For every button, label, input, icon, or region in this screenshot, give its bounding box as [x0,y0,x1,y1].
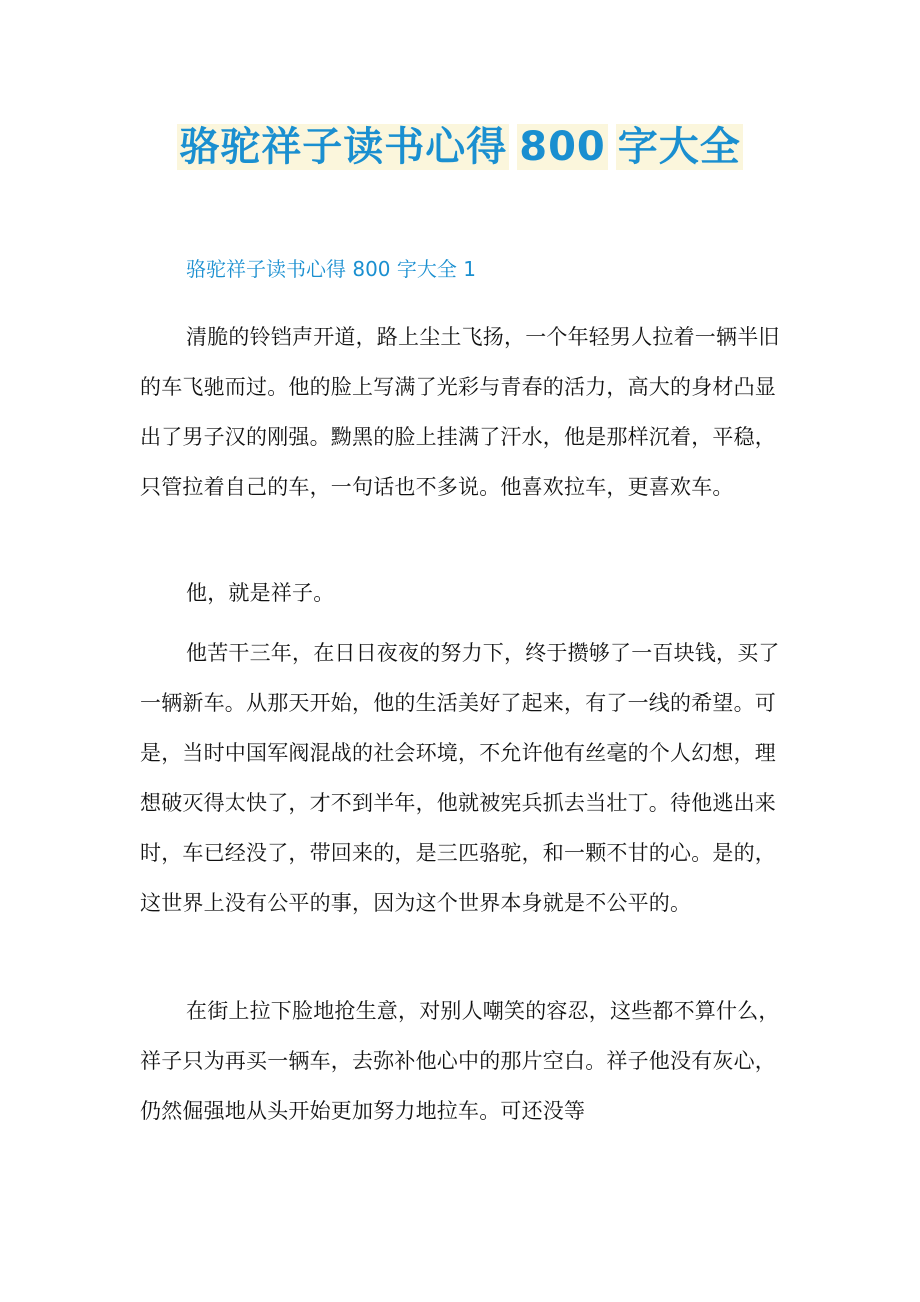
paragraph-4: 在街上拉下脸地抢生意，对别人嘲笑的容忍，这些都不算什么，祥子只为再买一辆车，去弥补他心中的那片空白。祥子他没有灰心，仍然倔强地从头开始更加努力地拉车。可还没等 [140,999,780,1123]
title-part-suffix: 字大全 [617,124,741,170]
title-part-number: 800 [519,124,606,170]
section-heading: 骆驼祥子读书心得 800 字大全 1 [186,257,476,281]
title-container [0,118,920,176]
page-title [177,118,743,176]
title-part-main: 骆驼祥子读书心得 [179,124,508,170]
paragraph-2: 他，就是祥子。 [186,581,335,605]
paragraph-3: 他苦干三年，在日日夜夜的努力下，终于攒够了一百块钱，买了一辆新车。从那天开始，他的生活美好了起来，有了一线的希望。可是，当时中国军阀混战的社会环境，不允许他有丝毫的个人幻想，理想破灭得太快了，才不到半年，他就被宪兵抓去当壮丁。待他逃出来时，车已经没了，带回来的，是三匹骆驼，和一颗不甘的心。是的，这世界上没有公平的事，因为这个世界本身就是不公平的。 [140,641,780,915]
paragraph-1: 清脆的铃铛声开道，路上尘土飞扬，一个年轻男人拉着一辆半旧的车飞驰而过。他的脸上写满了光彩与青春的活力，高大的身材凸显出了男子汉的刚强。黝黑的脸上挂满了汗水，他是那样沉着，平稳，只管拉着自己的车，一句话也不多说。他喜欢拉车，更喜欢车。 [140,325,780,499]
